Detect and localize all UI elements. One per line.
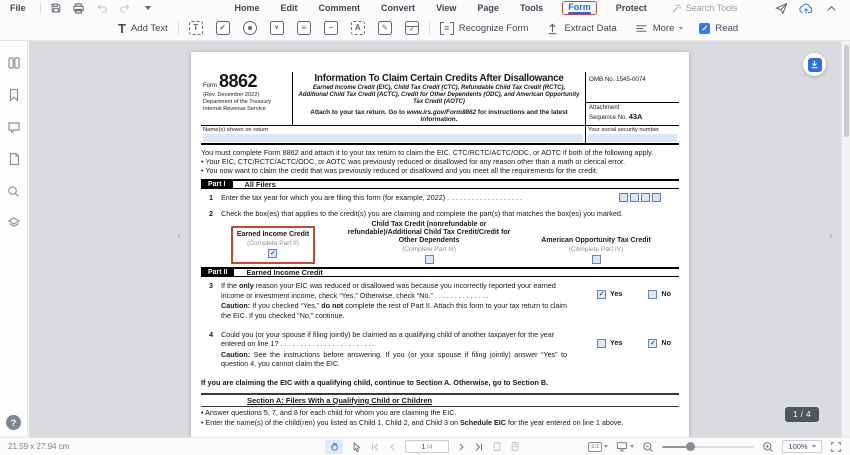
hand-icon (329, 441, 340, 452)
ctc-checkbox[interactable] (425, 255, 434, 264)
left-panel-handle[interactable]: ‹ (177, 230, 181, 242)
form-subtitle: Earned Income Credit (EIC), Child Tax Credit (CTC), Refundable Child Tax Credit (RCTC), Additional Child Tax Credit (ACTC), Credit for Other Dependents (ODC), and American Opportunity Tax Credit (AOTC) (298, 85, 580, 106)
aotc-checkbox[interactable] (592, 255, 601, 264)
tab-view[interactable]: View (436, 3, 457, 13)
zoom-out-icon (642, 441, 654, 453)
fit-window-button[interactable] (830, 441, 842, 453)
tab-page[interactable]: Page (477, 3, 499, 13)
zoom-slider-thumb[interactable] (686, 442, 695, 451)
zoom-out-button[interactable] (642, 441, 654, 453)
extract-data-icon (546, 22, 559, 35)
chevron-up-icon (826, 4, 837, 13)
next-view-button[interactable] (510, 441, 520, 452)
search-tools[interactable]: Search Tools (671, 3, 738, 14)
ssn-field[interactable] (588, 134, 677, 142)
tab-tools[interactable]: Tools (519, 3, 544, 13)
cursor-icon (351, 441, 362, 453)
caret-down-icon (679, 27, 683, 30)
presentation-mode-button[interactable] (616, 441, 634, 452)
bookmarks-panel-button[interactable] (5, 86, 23, 104)
divider (40, 3, 41, 13)
zoom-slider[interactable] (662, 442, 754, 452)
screen-icon (616, 441, 628, 452)
combobox-field-icon[interactable]: ∨ (270, 21, 284, 35)
form-title: Information To Claim Certain Credits After Disallowance (314, 73, 564, 84)
section-a-bullet-2: • Enter the name(s) of the child(ren) you listed as Child 1, Child 2, and Child 3 on Schedule EIC for the year entered on line 1 above. (201, 418, 624, 428)
collapse-toolbar-button[interactable] (824, 2, 838, 15)
page-indicator-badge: 1 / 4 (785, 407, 819, 422)
pdf-page (191, 52, 689, 437)
last-page-button[interactable] (474, 442, 484, 452)
undo-button[interactable] (95, 2, 109, 15)
tab-convert[interactable]: Convert (381, 3, 416, 13)
form-number: 8862 (219, 71, 258, 91)
tab-comment[interactable]: Comment (318, 3, 361, 13)
actual-size-button[interactable]: 1:1 (588, 442, 608, 452)
previous-page-button[interactable] (388, 442, 397, 452)
comment-bubble-icon (7, 121, 21, 134)
search-icon (7, 185, 20, 198)
section-a-bullet-1: • Answer questions 5, 7, and 8 for each child for whom you are claiming the EIC. (201, 407, 457, 417)
status-bar (0, 437, 850, 455)
line-1: 1 Enter the tax year for which you are filing this form (for example, 2022) . . . . . . . . . . . . . . . . . . . (201, 193, 679, 202)
fit-screen-icon (830, 441, 842, 453)
signature-field-icon[interactable]: A (351, 21, 365, 35)
previous-view-button[interactable] (492, 441, 502, 452)
select-tool-button[interactable] (351, 441, 362, 453)
zoom-in-icon (762, 441, 774, 453)
year-digit-box[interactable] (641, 193, 650, 202)
page-number-input[interactable]: 1 /4 (405, 440, 449, 453)
caret-down-icon (145, 6, 151, 10)
divider (429, 21, 430, 35)
floating-action-button[interactable] (803, 53, 826, 76)
download-icon (808, 58, 822, 72)
attachment-page-icon (8, 152, 20, 166)
read-toggle[interactable]: ✓ Read (699, 23, 738, 34)
form-header: Form 8862 (Rev. December 2022) Department of the Treasury Internal Revenue Service Information To Claim Certain Credits After Disallowance Earned Income Credit (EIC), Child Tax Credit (CTC), Refundable Child Tax Credit (RCTC), Additional Child Tax Credit (ACTC), Credit for Other Dependents (ODC), and American Opportunity Tax Credit (AOTC) Attach to your tax return. Go to www.irs.gov/Form8862 for instructions and the latest information. OMB No. 1545-0074 Attachment Sequence No. 43A (201, 72, 679, 126)
ssn-label: Your social security number (588, 126, 659, 133)
page-size-label: 21.59 x 27.94 cm (8, 442, 70, 451)
section-a-header: Section A: Filers With a Qualifying Child or Children (201, 393, 679, 407)
tab-edit[interactable]: Edit (280, 3, 298, 13)
add-text-icon: T (118, 20, 126, 36)
help-button[interactable]: ? (6, 415, 21, 430)
button-field-icon[interactable]: ··· (324, 21, 338, 35)
question-4: 4 Could you (or your spouse if filing jointly) be claimed as a qualifying child of another taxpayer for the year entered on line 1? . . . . . . . . . . . . . . . . . . . . . . . . Caution: See the instructions before answering. If you (or your spouse if filing jointly) answer “Yes” to question 4, you cannot claim the EIC. Yes ✓ No (201, 330, 679, 369)
question-3: 3 If the only reason your EIC was reduced or disallowed was because you incorrectly reported your earned income or investment income, check “Yes.” Otherwise, check “No.” . . . . . . . . . . . . . . Caution: If you checked “Yes,” do not complete the rest of Part II. Attach this form to your tax return to claim the EIC. If you checked “No,” continue. ✓ Yes No (201, 281, 679, 320)
form-attach-line: Attach to your tax return. Go to www.irs.gov/Form8862 for instructions and the latest information. (310, 108, 568, 123)
comments-panel-button[interactable] (5, 118, 23, 136)
scrollbar-thumb[interactable] (844, 45, 849, 137)
cloud-upload-icon (799, 2, 813, 15)
q4-yes-checkbox[interactable] (597, 339, 606, 348)
tab-home[interactable]: Home (234, 3, 260, 13)
right-panel-handle[interactable]: › (829, 230, 833, 242)
ribbon-tabs (233, 1, 649, 15)
radio-field-icon[interactable] (243, 21, 257, 35)
form-intro: You must complete Form 8862 and attach it to your tax return to claim the EIC, CTC/RCTC/ACTC/ODC, or AOTC if both of the following apply. (201, 147, 654, 157)
first-page-button[interactable] (370, 442, 380, 452)
q3-yes-checkbox[interactable] (597, 290, 606, 299)
image-field-icon[interactable]: ✎ (378, 21, 392, 35)
more-button[interactable]: More (635, 23, 684, 34)
form-word: Form (203, 83, 217, 89)
layers-icon (7, 216, 21, 230)
magic-wand-icon (671, 3, 682, 14)
intro-bullet-1: • Your EIC, CTC/RCTC/ACTC/ODC, or AOTC was previously reduced or disallowed for any reason other than a math or clerical error. (201, 156, 625, 166)
hand-tool-button[interactable] (325, 440, 343, 454)
name-label: Name(s) shown on return (203, 126, 269, 133)
listbox-field-icon[interactable]: ≡ (297, 21, 311, 35)
form-revision: (Rev. December 2022) (203, 92, 260, 98)
left-sidebar (0, 41, 28, 437)
document-viewport (29, 41, 850, 437)
intro-bullet-2: • You now want to claim the credit that was previously reduced or disallowed and you meet all the requirements for the credit. (201, 166, 598, 176)
q3-no-checkbox[interactable] (648, 290, 657, 299)
zoom-in-button[interactable] (762, 441, 774, 453)
tab-form[interactable]: Form (562, 1, 597, 15)
add-text-button[interactable]: T Add Text (118, 20, 168, 36)
attachments-panel-button[interactable] (5, 150, 23, 168)
cloud-upload-button[interactable] (799, 2, 813, 15)
caret-down-icon (630, 445, 634, 448)
next-page-button[interactable] (457, 442, 466, 452)
year-digit-box[interactable] (652, 193, 661, 202)
eic-highlight-box: Earned Income Credit (Complete Part II) ✓ (231, 226, 315, 264)
extract-data-button[interactable]: Extract Data (546, 22, 616, 35)
thumbnails-panel-button[interactable] (5, 54, 23, 72)
zoom-level-select[interactable]: 100% (782, 440, 822, 453)
more-lines-icon (635, 23, 648, 34)
q4-no-checkbox[interactable] (648, 339, 657, 348)
eic-checkbox[interactable] (268, 249, 277, 258)
attachment-sequence: Attachment Sequence No. 43A (589, 104, 643, 122)
part1-bar: Part I All Filers (201, 179, 679, 189)
search-panel-button[interactable] (5, 182, 23, 200)
recognize-form-button[interactable]: ≡ Recognize Form (440, 22, 529, 35)
save-button[interactable] (49, 2, 63, 15)
file-menu[interactable]: File (10, 3, 26, 13)
date-field-icon[interactable]: ✓ (405, 21, 419, 35)
omb-number: OMB No. 1545-0074 (586, 72, 679, 103)
toolbar-dropdown-button[interactable] (141, 2, 155, 15)
form-toolbar (0, 16, 850, 41)
recognize-form-icon: ≡ (440, 22, 454, 35)
credit-checkboxes: Earned Income Credit (Complete Part II) ✓ Child Tax Credit (nonrefundable or refundable)/Additional Child Tax Credit/Credit for Other Dependents (Complete Part III) American Opportunity Tax Credit (Complete Part IV) (201, 221, 679, 265)
bookmark-icon (8, 88, 20, 102)
checkbox-field-icon[interactable]: ✓ (216, 21, 230, 35)
name-field[interactable] (203, 134, 583, 142)
print-button[interactable] (72, 2, 86, 15)
layers-panel-button[interactable] (5, 214, 23, 232)
line-2: 2 Check the box(es) that applies to the credit(s) you are claiming and complete the part(s) that matches the box(es) you marked. (209, 208, 623, 218)
redo-button[interactable] (118, 2, 132, 15)
tab-protect[interactable]: Protect (615, 3, 647, 13)
vertical-scrollbar[interactable] (841, 41, 850, 437)
menu-bar (0, 0, 850, 16)
caret-down-icon (604, 445, 608, 448)
share-button[interactable] (774, 2, 788, 15)
tax-year-input[interactable] (619, 193, 661, 202)
divider (178, 21, 179, 35)
read-checkbox[interactable] (699, 23, 710, 34)
year-digit-box[interactable] (630, 193, 639, 202)
text-field-icon[interactable]: T (189, 21, 203, 35)
thumbnails-icon (7, 56, 21, 70)
eic-note: If you are claiming the EIC with a qualifying child, continue to Section A. Otherwise, go to Section B. (201, 377, 549, 387)
part2-bar: Part II Earned Income Credit (201, 267, 679, 277)
year-digit-box[interactable] (619, 193, 628, 202)
caret-down-icon (812, 445, 816, 448)
paper-plane-icon (775, 2, 788, 15)
